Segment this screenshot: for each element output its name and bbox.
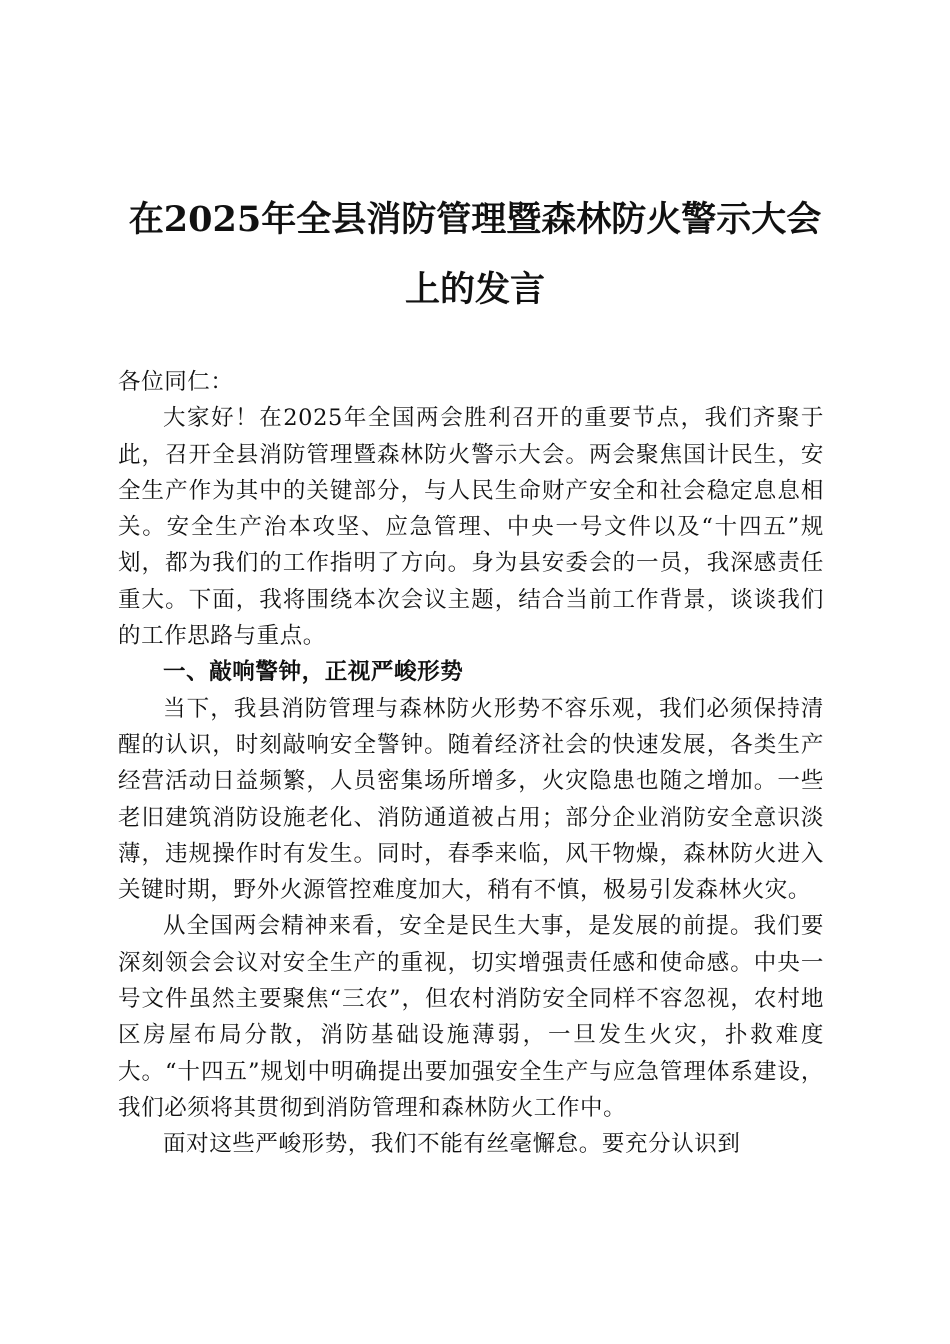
salutation: 各位同仁：	[118, 369, 234, 395]
paragraph-situation: 当下，我县消防管理与森林防火形势不容乐观，我们必须保持清醒的认识，时刻敲响安全警钟。随着经济社会的快速发展，各类生产经营活动日益频繁，人员密集场所增多，火灾隐患也随之增加。一些老旧建筑消防设施老化、消防通道被占用；部分企业消防安全意识淡薄，违规操作时有发生。同时，春季来临，风干物燥，森林防火进入关键时期，野外火源管控难度加大，稍有不慎，极易引发森林火灾。	[118, 695, 824, 904]
document-title-line-2: 上的发言	[404, 269, 545, 310]
paragraph-two-sessions: 从全国两会精神来看，安全是民生大事，是发展的前提。我们要深刻领会会议对安全生产的重视，切实增强责任感和使命感。中央一号文件虽然主要聚焦“三农”，但农村消防安全同样不容忽视，农村地区房屋布局分散，消防基础设施薄弱，一旦发生火灾，扑救难度大。“十四五”规划中明确提出要加强安全生产与应急管理体系建设，我们必须将其贯彻到消防管理和森林防火工作中。	[118, 913, 824, 1121]
document-body	[118, 364, 824, 1163]
section-heading-1: 一、敲响警钟，正视严峻形势	[163, 659, 464, 686]
document-title-line-1: 在2025年全县消防管理暨森林防火警示大会	[128, 199, 822, 240]
paragraph-opening: 大家好！在2025年全国两会胜利召开的重要节点，我们齐聚于此，召开全县消防管理暨森林防火警示大会。两会聚焦国计民生，安全生产作为其中的关键部分，与人民生命财产安全和社会稳定息息相关。安全生产治本攻坚、应急管理、中央一号文件以及“十四五”规划，都为我们的工作指明了方向。身为县安委会的一员，我深感责任重大。下面，我将围绕本次会议主题，结合当前工作背景，谈谈我们的工作思路与重点。	[118, 405, 824, 650]
paragraph-facing-situation: 面对这些严峻形势，我们不能有丝毫懈怠。要充分认识到	[163, 1131, 741, 1158]
